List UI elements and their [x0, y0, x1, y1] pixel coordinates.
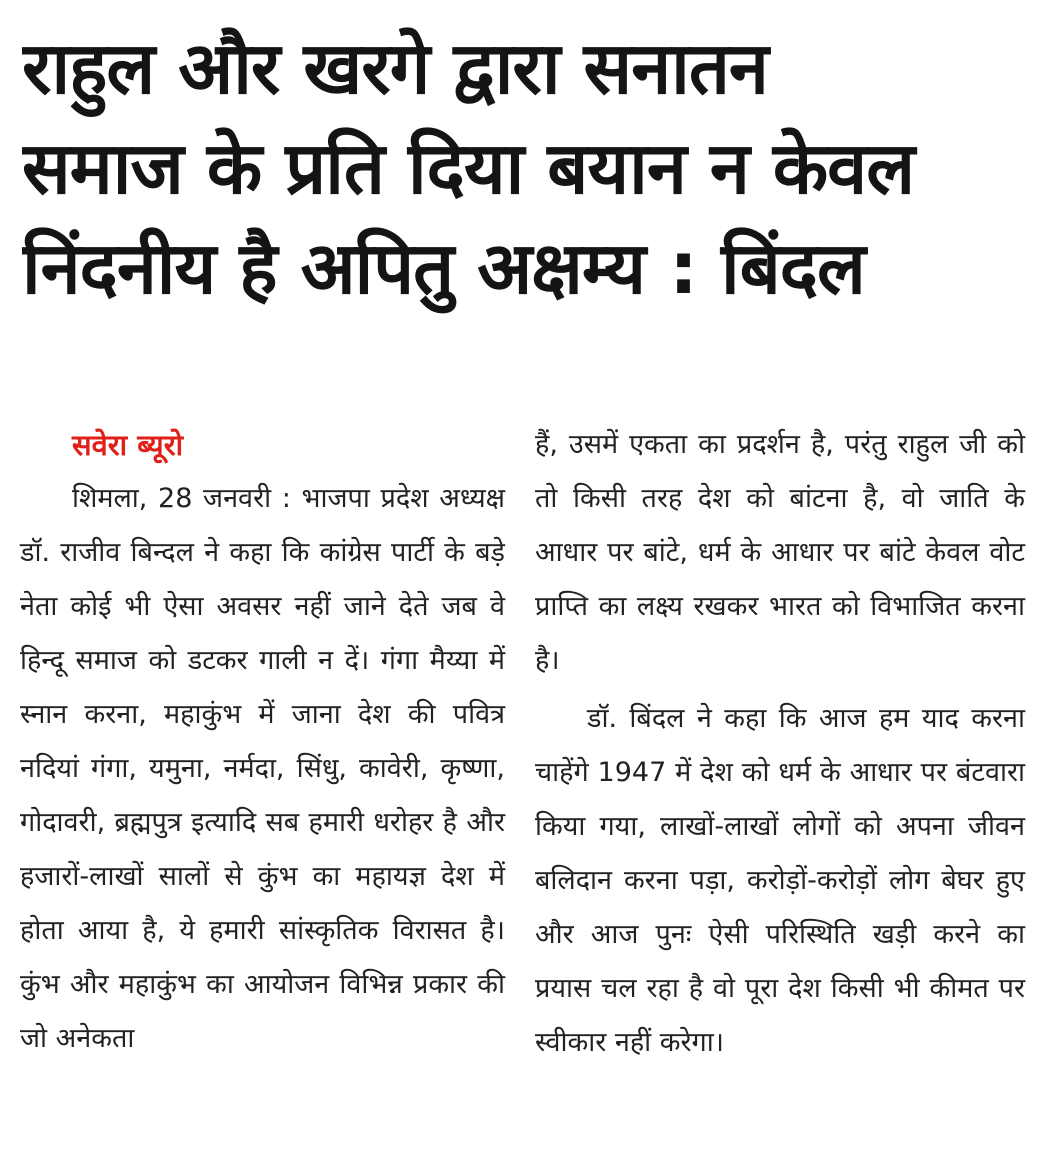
headline-line-1: राहुल और खरगे द्वारा सनातन [22, 26, 768, 110]
article-paragraph-2: डॉ. बिंदल ने कहा कि आज हम याद करना चाहेंगे 1947 में देश को धर्म के आधार पर बंटवारा किया गया, लाखों-लाखों लोगों को अपना जीवन बलिदान करना पड़ा, करोड़ों-करोड़ों लोग बेघर हुए और आज पुनः ऐसी परिस्थिति खड़ी करने का प्रयास चल रहा है वो पूरा देश किसी भी कीमत पर स्वीकार नहीं करेगा। [535, 703, 1025, 1058]
article-column-right [535, 418, 1025, 1070]
byline: सवेरा ब्यूरो [72, 428, 184, 462]
article-column-left [20, 418, 505, 1066]
article-headline [22, 18, 1032, 318]
headline-line-2: समाज के प्रति दिया बयान न केवल [22, 126, 915, 210]
article-paragraph-1-continued: हैं, उसमें एकता का प्रदर्शन है, परंतु राहुल जी को तो किसी तरह देश को बांटना है, वो जाति के आधार पर बांटे, धर्म के आधार पर बांटे केवल वोट प्राप्ति का लक्ष्य रखकर भारत को विभाजित करना है। [535, 429, 1025, 676]
headline-line-3: निंदनीय है अपितु अक्षम्य : बिंदल [22, 226, 865, 310]
article-paragraph-1: शिमला, 28 जनवरी : भाजपा प्रदेश अध्यक्ष डॉ. राजीव बिन्दल ने कहा कि कांग्रेस पार्टी के बड़े नेता कोई भी ऐसा अवसर नहीं जाने देते जब वे हिन्दू समाज को डटकर गाली न दें। गंगा मैय्या में स्नान करना, महाकुंभ में जाना देश की पवित्र नदियां गंगा, यमुना, नर्मदा, सिंधु, कावेरी, कृष्णा, गोदावरी, ब्रह्मपुत्र इत्यादि सब हमारी धरोहर है और हजारों-लाखों सालों से कुंभ का महायज्ञ देश में होता आया है, ये हमारी सांस्कृतिक विरासत है। कुंभ और महाकुंभ का आयोजन विभिन्न प्रकार की जो अनेकता [20, 483, 505, 1054]
